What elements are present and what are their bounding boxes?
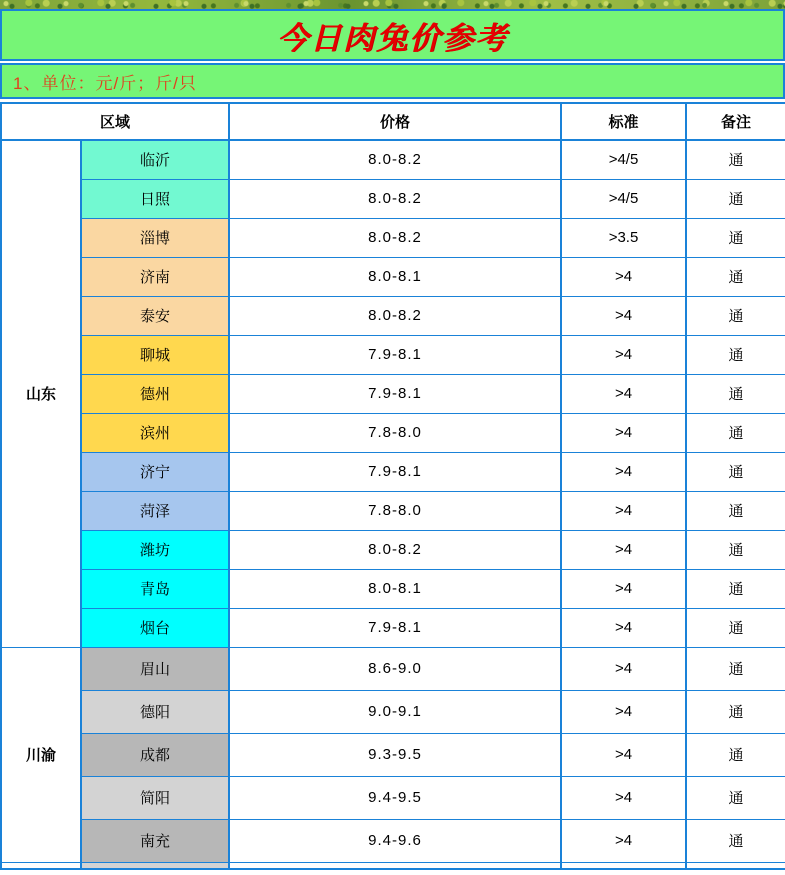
note-cell: 通 [686, 733, 785, 776]
note-cell: 通 [686, 335, 785, 374]
city-cell [81, 862, 229, 869]
table-row [1, 257, 785, 296]
standard-cell: >4 [561, 733, 686, 776]
table-row [1, 733, 785, 776]
price-cell: 8.0-8.1 [229, 569, 561, 608]
header-standard: 标准 [561, 103, 686, 140]
table-row [1, 569, 785, 608]
table-row [1, 819, 785, 862]
city-cell: 潍坊 [81, 530, 229, 569]
standard-cell: >4 [561, 257, 686, 296]
note-cell: 通 [686, 569, 785, 608]
table-row [1, 218, 785, 257]
city-cell: 德阳 [81, 690, 229, 733]
city-cell: 滨州 [81, 413, 229, 452]
note-cell: 通 [686, 179, 785, 218]
note-cell: 通 [686, 374, 785, 413]
price-cell [229, 862, 561, 869]
city-cell: 临沂 [81, 140, 229, 179]
standard-cell: >4 [561, 413, 686, 452]
unit-note-bar [0, 63, 785, 99]
region-label [1, 862, 81, 869]
table-header [1, 103, 785, 140]
standard-cell: >4 [561, 776, 686, 819]
table-body [1, 140, 785, 869]
price-cell: 8.0-8.2 [229, 530, 561, 569]
standard-cell: >4 [561, 690, 686, 733]
price-cell: 7.9-8.1 [229, 608, 561, 647]
header-price: 价格 [229, 103, 561, 140]
price-cell: 8.0-8.2 [229, 140, 561, 179]
price-cell: 7.9-8.1 [229, 452, 561, 491]
price-cell: 8.0-8.2 [229, 296, 561, 335]
city-cell: 日照 [81, 179, 229, 218]
table-row [1, 179, 785, 218]
city-cell: 眉山 [81, 647, 229, 690]
table-row [1, 452, 785, 491]
price-cell: 7.8-8.0 [229, 491, 561, 530]
price-cell: 7.8-8.0 [229, 413, 561, 452]
city-cell: 南充 [81, 819, 229, 862]
title-banner [0, 9, 785, 61]
standard-cell: >4 [561, 296, 686, 335]
table-row [1, 374, 785, 413]
table-row [1, 776, 785, 819]
city-cell: 简阳 [81, 776, 229, 819]
region-label: 山东 [1, 140, 81, 647]
price-cell: 8.0-8.2 [229, 218, 561, 257]
header-note: 备注 [686, 103, 785, 140]
region-label: 川渝 [1, 647, 81, 862]
page-title: 今日肉兔价参考 [277, 20, 508, 56]
table-row [1, 491, 785, 530]
price-cell: 9.3-9.5 [229, 733, 561, 776]
price-cell: 8.0-8.2 [229, 179, 561, 218]
header-row [1, 103, 785, 140]
standard-cell: >4/5 [561, 179, 686, 218]
note-cell: 通 [686, 608, 785, 647]
note-cell: 通 [686, 296, 785, 335]
note-cell: 通 [686, 218, 785, 257]
standard-cell: >4 [561, 569, 686, 608]
price-cell: 9.4-9.5 [229, 776, 561, 819]
city-cell: 泰安 [81, 296, 229, 335]
table-row [1, 690, 785, 733]
standard-cell: >4 [561, 374, 686, 413]
standard-cell: >4 [561, 819, 686, 862]
city-cell: 青岛 [81, 569, 229, 608]
standard-cell: >4/5 [561, 140, 686, 179]
city-cell: 德州 [81, 374, 229, 413]
table-row [1, 647, 785, 690]
table-row [1, 140, 785, 179]
standard-cell: >3.5 [561, 218, 686, 257]
standard-cell: >4 [561, 335, 686, 374]
price-cell: 9.4-9.6 [229, 819, 561, 862]
note-cell: 通 [686, 819, 785, 862]
note-cell: 通 [686, 140, 785, 179]
price-cell: 7.9-8.1 [229, 374, 561, 413]
price-cell: 8.6-9.0 [229, 647, 561, 690]
city-cell: 聊城 [81, 335, 229, 374]
note-cell: 通 [686, 690, 785, 733]
city-cell: 成都 [81, 733, 229, 776]
unit-note-text: 1、单位：元/斤；斤/只 [13, 73, 197, 93]
note-cell: 通 [686, 452, 785, 491]
note-cell: 通 [686, 491, 785, 530]
city-cell: 济宁 [81, 452, 229, 491]
header-photo-strip [0, 0, 785, 9]
note-cell: 通 [686, 647, 785, 690]
city-cell: 烟台 [81, 608, 229, 647]
price-cell: 9.0-9.1 [229, 690, 561, 733]
note-cell: 通 [686, 530, 785, 569]
price-table [0, 102, 785, 870]
table-row [1, 608, 785, 647]
city-cell: 菏泽 [81, 491, 229, 530]
standard-cell: >4 [561, 608, 686, 647]
table-row [1, 530, 785, 569]
standard-cell: >4 [561, 530, 686, 569]
note-cell: 通 [686, 257, 785, 296]
standard-cell: >4 [561, 452, 686, 491]
table-row [1, 335, 785, 374]
note-cell [686, 862, 785, 869]
price-cell: 8.0-8.1 [229, 257, 561, 296]
note-cell: 通 [686, 776, 785, 819]
note-cell: 通 [686, 413, 785, 452]
header-region: 区域 [1, 103, 229, 140]
standard-cell: >4 [561, 491, 686, 530]
standard-cell: >4 [561, 647, 686, 690]
table-row [1, 413, 785, 452]
partial-row [1, 862, 785, 869]
city-cell: 淄博 [81, 218, 229, 257]
table-row [1, 296, 785, 335]
standard-cell [561, 862, 686, 869]
city-cell: 济南 [81, 257, 229, 296]
price-cell: 7.9-8.1 [229, 335, 561, 374]
